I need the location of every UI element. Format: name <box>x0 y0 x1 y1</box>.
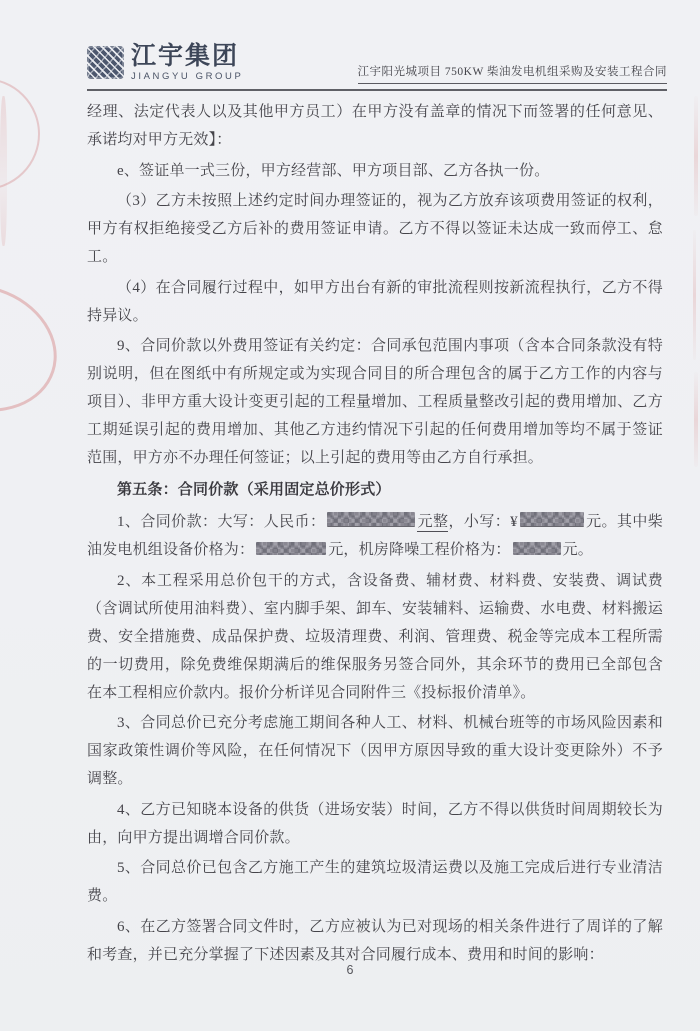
redacted-value <box>520 512 584 527</box>
stamp-fragment-top-left <box>0 78 40 190</box>
text-run: 元，机房降噪工程价格为： <box>328 542 511 558</box>
company-logo <box>87 44 243 82</box>
logo-text <box>131 44 243 82</box>
para-clause5-heading <box>87 476 663 504</box>
text-run: （3）乙方未按照上述约定时间办理签证的，视为乙方放弃该项费用签证的权利，甲方有权拒绝接受乙方后补的费用签证申请。乙方不得以签证未达成一致而停工、怠工。 <box>87 193 663 265</box>
text-run: （4）在合同履行过程中，如甲方出台有新的审批流程则按新流程执行，乙方不得持异议。 <box>87 279 663 324</box>
jiangyu-logo-icon <box>87 46 124 79</box>
text-run: 4、乙方已知晓本设备的供货（进场安装）时间，乙方不得以供货时间周期较长为由，向甲方提出调增合同价款。 <box>87 801 663 846</box>
contract-body <box>87 98 663 971</box>
para-continuation <box>87 98 663 154</box>
text-run: 1、合同价款：大写：人民币： <box>117 514 326 530</box>
stamp-smudge-left <box>0 96 7 246</box>
para-item-6 <box>87 913 663 969</box>
text-run: 经理、法定代表人以及其他甲方员工）在甲方没有盖章的情况下而签署的任何意见、承诺均对甲方无效】： <box>87 104 663 148</box>
redacted-value <box>513 542 561 555</box>
para-item-4 <box>87 274 663 330</box>
document-title: 江宇阳光城项目 750KW 柴油发电机组采购及安装工程合同 <box>358 63 667 84</box>
para-item-3b <box>87 709 663 793</box>
para-item-e <box>87 157 663 185</box>
para-item-9 <box>87 332 663 472</box>
redacted-value <box>327 512 415 527</box>
text-run: 5、合同总价已包含乙方施工产生的建筑垃圾清运费以及施工完成后进行专业清洁费。 <box>87 860 663 904</box>
logo-name-cn: 江宇集团 <box>131 42 240 70</box>
page-number: 6 <box>346 963 354 977</box>
stamp-streak-right-3 <box>694 372 698 467</box>
redacted-value <box>256 542 326 555</box>
stamp-streak-right-2 <box>693 230 696 360</box>
text-run: 2、本工程采用总价包干的方式，含设备费、辅材费、材料费、安装费、调试费（含调试所使用油料费）、室内脚手架、卸车、安装辅料、运输费、水电费、材料搬运费、安全措施费、成品保护费、垃圾清理费、利润、管理费、税金等完成本工程所需的一切费用，除免费维保期满后的维保服务另签合同外，其余环节的费用已全部包含在本工程相应价款内。报价分析详见合同附件三《投标报价清单》。 <box>87 572 663 701</box>
para-item-3 <box>87 187 663 271</box>
text-run: 元整 <box>417 514 449 530</box>
stamp-streak-right-1 <box>694 96 698 216</box>
text-run: 6、在乙方签署合同文件时，乙方应被认为已对现场的相关条件进行了周详的了解和考查，并已充分掌握了下述因素及其对合同履行成本、费用和时间的影响： <box>87 918 663 963</box>
para-item-4b <box>87 796 663 852</box>
text-run: 9、合同价款以外费用签证有关约定：合同承包范围内事项（含本合同条款没有特别说明，但在图纸中有所规定或为实现合同目的所合理包含的属于乙方工作的内容与项目）、非甲方重大设计变更引起的工程量增加、工程质量整改引起的费用增加、乙方工期延误引起的费用增加、其他乙方违约情况下引起的任何费用增加等均不属于签证范围，甲方亦不办理任何签证；以上引起的费用等由乙方自行承担。 <box>87 338 663 466</box>
page-header <box>87 44 667 91</box>
para-price <box>87 508 663 564</box>
para-item-5 <box>87 854 663 910</box>
stamp-fragment-mid-left <box>0 265 73 431</box>
text-run: 元。其中柴油发电机组设备价格为： <box>87 514 663 558</box>
text-run: 元。 <box>562 542 594 558</box>
para-item-2 <box>87 567 663 707</box>
text-run: e、签证单一式三份，甲方经营部、甲方项目部、乙方各执一份。 <box>117 162 550 179</box>
text-run: 3、合同总价已充分考虑施工期间各种人工、材料、机械台班等的市场风险因素和国家政策性调价等风险，在任何情况下（因甲方原因导致的重大设计变更除外）不予调整。 <box>87 715 663 787</box>
logo-name-en: JIANGYU GROUP <box>131 71 244 82</box>
text-run: 第五条：合同价款（采用固定总价形式） <box>117 482 391 498</box>
text-run: ，小写：¥ <box>448 514 518 530</box>
